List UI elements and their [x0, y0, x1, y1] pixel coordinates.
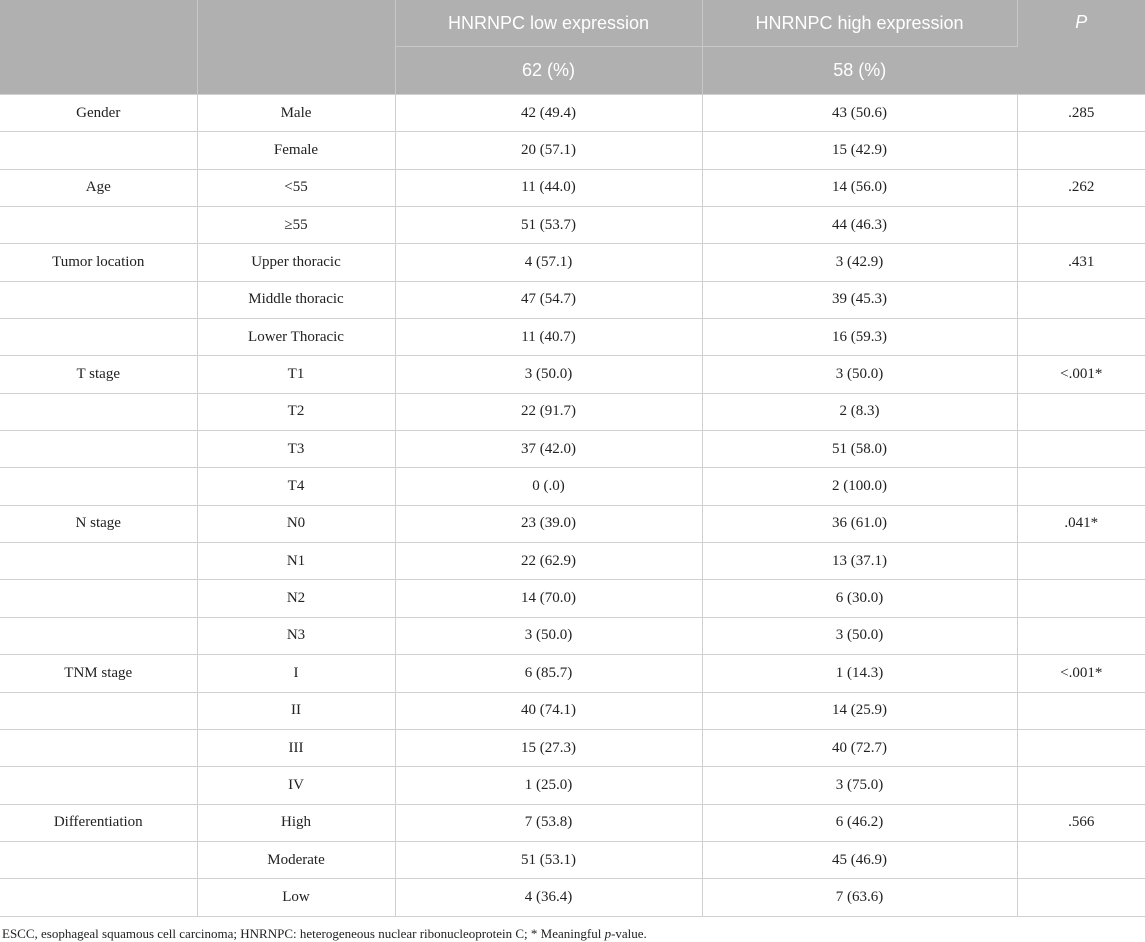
- cell-p-value: [1017, 617, 1145, 654]
- table-row: [0, 132, 1145, 169]
- cell-variable: [0, 281, 197, 318]
- cell-category: N2: [197, 580, 395, 617]
- cell-variable: T stage: [0, 356, 197, 393]
- table-row: [0, 468, 1145, 505]
- table-row: [0, 319, 1145, 356]
- table-row: [0, 580, 1145, 617]
- cell-p-value: [1017, 767, 1145, 804]
- cell-variable: Gender: [0, 95, 197, 132]
- footnote-text-end: -value.: [611, 925, 647, 941]
- cell-p-value: <.001*: [1017, 356, 1145, 393]
- cell-high-expression: 2 (100.0): [702, 468, 1017, 505]
- cell-variable: [0, 393, 197, 430]
- cell-low-expression: 22 (62.9): [395, 543, 702, 580]
- cell-high-expression: 1 (14.3): [702, 655, 1017, 692]
- cell-p-value: [1017, 692, 1145, 729]
- table-row: [0, 804, 1145, 841]
- cell-category: Upper thoracic: [197, 244, 395, 281]
- cell-high-expression: 51 (58.0): [702, 431, 1017, 468]
- cell-high-expression: 3 (42.9): [702, 244, 1017, 281]
- cell-variable: [0, 692, 197, 729]
- cell-p-value: .262: [1017, 169, 1145, 206]
- cell-variable: [0, 207, 197, 244]
- cell-low-expression: 14 (70.0): [395, 580, 702, 617]
- header-p-value: P: [1017, 0, 1145, 95]
- cell-p-value: [1017, 468, 1145, 505]
- cell-low-expression: 4 (36.4): [395, 879, 702, 916]
- cell-p-value: [1017, 879, 1145, 916]
- cell-variable: N stage: [0, 505, 197, 542]
- cell-low-expression: 7 (53.8): [395, 804, 702, 841]
- cell-variable: [0, 841, 197, 878]
- cell-p-value: <.001*: [1017, 655, 1145, 692]
- cell-high-expression: 36 (61.0): [702, 505, 1017, 542]
- cell-category: T2: [197, 393, 395, 430]
- cell-low-expression: 42 (49.4): [395, 95, 702, 132]
- table-row: [0, 431, 1145, 468]
- header-high-count: 58 (%): [702, 47, 1017, 95]
- cell-p-value: [1017, 319, 1145, 356]
- table-row: [0, 393, 1145, 430]
- cell-low-expression: 6 (85.7): [395, 655, 702, 692]
- cell-p-value: .285: [1017, 95, 1145, 132]
- cell-variable: Age: [0, 169, 197, 206]
- cell-high-expression: 2 (8.3): [702, 393, 1017, 430]
- table-body: [0, 95, 1145, 917]
- cell-p-value: .431: [1017, 244, 1145, 281]
- cell-variable: TNM stage: [0, 655, 197, 692]
- cell-p-value: [1017, 729, 1145, 766]
- table-row: [0, 356, 1145, 393]
- table-header: [0, 0, 1145, 95]
- footnote-text: ESCC, esophageal squamous cell carcinoma; HNRNPC: heterogeneous nuclear ribonucleoprotein C; * Meaningful: [2, 925, 605, 941]
- cell-high-expression: 6 (46.2): [702, 804, 1017, 841]
- table-row: [0, 95, 1145, 132]
- cell-variable: Differentiation: [0, 804, 197, 841]
- cell-p-value: [1017, 580, 1145, 617]
- cell-category: III: [197, 729, 395, 766]
- cell-high-expression: 14 (25.9): [702, 692, 1017, 729]
- cell-low-expression: 3 (50.0): [395, 356, 702, 393]
- cell-p-value: [1017, 431, 1145, 468]
- footnote-p-italic: p: [604, 925, 612, 941]
- table-row: [0, 729, 1145, 766]
- table-row: [0, 543, 1145, 580]
- cell-variable: [0, 132, 197, 169]
- cell-category: N0: [197, 505, 395, 542]
- cell-high-expression: 3 (50.0): [702, 356, 1017, 393]
- table-footnote: [0, 917, 1145, 942]
- cell-high-expression: 7 (63.6): [702, 879, 1017, 916]
- cell-variable: [0, 767, 197, 804]
- cell-category: N1: [197, 543, 395, 580]
- cell-category: II: [197, 692, 395, 729]
- cell-category: T4: [197, 468, 395, 505]
- cell-high-expression: 40 (72.7): [702, 729, 1017, 766]
- cell-high-expression: 43 (50.6): [702, 95, 1017, 132]
- header-low-count: 62 (%): [395, 47, 702, 95]
- cell-category: Female: [197, 132, 395, 169]
- cell-p-value: [1017, 841, 1145, 878]
- cell-low-expression: 23 (39.0): [395, 505, 702, 542]
- cell-low-expression: 11 (44.0): [395, 169, 702, 206]
- cell-variable: [0, 319, 197, 356]
- cell-low-expression: 51 (53.1): [395, 841, 702, 878]
- cell-p-value: [1017, 132, 1145, 169]
- cell-low-expression: 20 (57.1): [395, 132, 702, 169]
- cell-low-expression: 37 (42.0): [395, 431, 702, 468]
- cell-p-value: [1017, 393, 1145, 430]
- cell-low-expression: 4 (57.1): [395, 244, 702, 281]
- cell-category: Moderate: [197, 841, 395, 878]
- table-row: [0, 692, 1145, 729]
- cell-p-value: [1017, 281, 1145, 318]
- cell-low-expression: 3 (50.0): [395, 617, 702, 654]
- table-row: [0, 767, 1145, 804]
- cell-high-expression: 16 (59.3): [702, 319, 1017, 356]
- cell-low-expression: 15 (27.3): [395, 729, 702, 766]
- table-row: [0, 879, 1145, 916]
- cell-low-expression: 11 (40.7): [395, 319, 702, 356]
- cell-category: N3: [197, 617, 395, 654]
- cell-p-value: [1017, 207, 1145, 244]
- cell-variable: [0, 468, 197, 505]
- cell-variable: [0, 617, 197, 654]
- cell-category: Lower Thoracic: [197, 319, 395, 356]
- cell-high-expression: 15 (42.9): [702, 132, 1017, 169]
- cell-category: <55: [197, 169, 395, 206]
- cell-variable: Tumor location: [0, 244, 197, 281]
- cell-high-expression: 3 (75.0): [702, 767, 1017, 804]
- table-row: [0, 617, 1145, 654]
- cell-high-expression: 39 (45.3): [702, 281, 1017, 318]
- header-low-expression: HNRNPC low expression: [395, 0, 702, 47]
- cell-high-expression: 13 (37.1): [702, 543, 1017, 580]
- cell-category: Middle thoracic: [197, 281, 395, 318]
- cell-variable: [0, 431, 197, 468]
- cell-high-expression: 6 (30.0): [702, 580, 1017, 617]
- cell-low-expression: 47 (54.7): [395, 281, 702, 318]
- cell-low-expression: 40 (74.1): [395, 692, 702, 729]
- table-row: [0, 655, 1145, 692]
- cell-high-expression: 14 (56.0): [702, 169, 1017, 206]
- cell-category: T3: [197, 431, 395, 468]
- cell-category: High: [197, 804, 395, 841]
- cell-p-value: .566: [1017, 804, 1145, 841]
- table-row: [0, 281, 1145, 318]
- table-row: [0, 505, 1145, 542]
- cell-low-expression: 51 (53.7): [395, 207, 702, 244]
- cell-variable: [0, 580, 197, 617]
- cell-p-value: .041*: [1017, 505, 1145, 542]
- cell-variable: [0, 543, 197, 580]
- cell-low-expression: 0 (.0): [395, 468, 702, 505]
- cell-category: I: [197, 655, 395, 692]
- cell-category: T1: [197, 356, 395, 393]
- cell-category: Male: [197, 95, 395, 132]
- cell-high-expression: 3 (50.0): [702, 617, 1017, 654]
- cell-category: Low: [197, 879, 395, 916]
- cell-variable: [0, 879, 197, 916]
- cell-p-value: [1017, 543, 1145, 580]
- header-empty-category: [197, 0, 395, 95]
- cell-high-expression: 45 (46.9): [702, 841, 1017, 878]
- cell-low-expression: 1 (25.0): [395, 767, 702, 804]
- cell-variable: [0, 729, 197, 766]
- table-row: [0, 207, 1145, 244]
- header-high-expression: HNRNPC high expression: [702, 0, 1017, 47]
- header-row-labels: [0, 0, 1145, 47]
- table-row: [0, 244, 1145, 281]
- table-row: [0, 841, 1145, 878]
- table-row: [0, 169, 1145, 206]
- cell-category: IV: [197, 767, 395, 804]
- header-empty-variable: [0, 0, 197, 95]
- cell-category: ≥55: [197, 207, 395, 244]
- cell-high-expression: 44 (46.3): [702, 207, 1017, 244]
- cell-low-expression: 22 (91.7): [395, 393, 702, 430]
